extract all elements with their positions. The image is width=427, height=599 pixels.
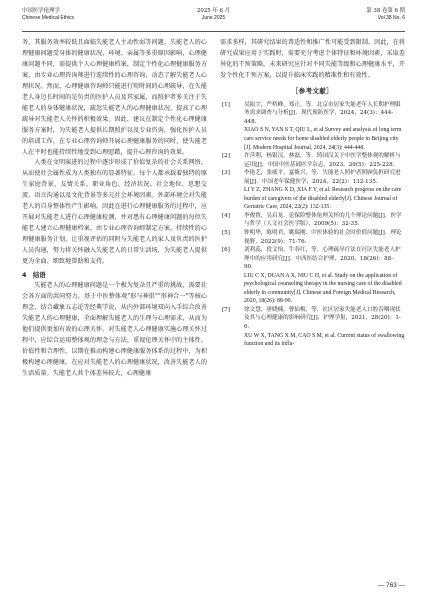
issue-date-zh: 2025 年 6 月 — [196, 8, 231, 14]
journal-title-zh: 中国医学伦理学 — [22, 8, 60, 14]
reference-text-en: LIU C X, DUAN A X, NIU C H, et al. Study on the application of psychological counseling therapy in the nursing care of the disabled elderly in community[J]. Chinese and Foreign Medical Research, 2020, 18(26): 88-90. — [244, 272, 402, 305]
reference-item — [220, 169, 405, 212]
body-paragraph: 人类在文明演进的过程中逐步形成了价值复杂的社会关系网络，从而使社会属性成为人类独有的显著特征。每个人都承载着独特的原生家庭背景、友情关系、职业角色、经济状况、社会地位、思想交流、语言沟通以及文化背景等多元社会环境因素。外部环境会对失能老人的自身整体性产生影响。因此在进行心理健康服务的过程中，应开展对失能老人进行心理健康检测，并对患有心理健康问题的每位失能老人建立心理健康档案。由专业心理咨询师制定方案，持续性的心理健康服务计划，让重视评估的同时与失能老人的家人及负责的医护人员沟通，努力将关怀融入失能老人的日常生活场，为失能老人提供更为全面、细致地帮助和支持。 — [22, 159, 207, 266]
page-number-value: 763 — [386, 582, 397, 589]
reference-item — [220, 306, 405, 349]
reference-number: [7] — [222, 306, 230, 313]
reference-text-zh: 吴振宇，严桥峰，郑正，等．北京市居家失能老年人长期护理服务需求调查与分析[J]．现代预防医学，2024，24(3)：444-448． — [244, 101, 401, 125]
left-column — [22, 38, 207, 380]
page-number: — 763 — — [377, 582, 405, 589]
reference-text-zh: 徐文慧，唐晓楠，曹仙梅，等．社区居家失能老人口腔吞咽现状及其与心理健康的影响研究[J]．护理学报，2021，28(20)：1-6． — [244, 306, 401, 331]
reference-number: [4] — [222, 212, 230, 219]
body-paragraph: 务，其服务效率较低且面临失能老人主动性弱等问题。失能老人的心理健康问题受身体的健康状况、环境、亲属等多重原因影响，心理健康问题不同，需提供个人心理健康档案，制定个性化心理健康服务方案，由专业心理咨询师进行连续性的心理咨询，动态了解失能老人心理状况。然而，心理健康咨询师只能进行短时间的心理疏导，在失能老人身边长时间的是负责的医护人员及其家属，而照护者多关注于失能老人的身体健康状况，疏忽失能老人的心理健康状况，提高了心理疏导对失能老人关怀的积极效果。因此，建议在制定个性化心理健康服务方案时，为失能老人提供长期照护以及专业咨询，强化医护人员的培训工作，在专业心理咨询师开展心理健康服务的同时，使失能老人在平时也能持续性地受到心理慰藉，提升心理咨询的效果。 — [22, 39, 207, 156]
reference-number: [6] — [222, 247, 230, 254]
closing-paragraph: 失能老人的心理健康问题是一个极为复杂且严重的挑战，需要社会各方面的共同努力。基于中医整体观"形与神俱""形神合一"等核心理念，结合藏象五志论等经典学说，从内外部环境双向入手综合改善失能老人的心理健康，全面理解失能老人的生理与心理需求，从而为他们提供更加有效的心理关怀。对失能老人心理健康实施心理关怀过程中，应综合运用整体观的理念与方法，重视伦理关怀中的主体性、价值性和合理性，以期在推动构建心理健康服务体系的过程中，为积极构建心理健康，在应对失能老人的心理健康状况，改善失能老人的生活质量。失能老人共个体差异较大，心理健康 — [22, 282, 207, 377]
reference-text-zh: 李俊鲁，吴启龙．论保险整体伦理关怀的几个理论问题[J]．医学与哲学（人文社会医学版），2009(5)：32-35． — [244, 212, 402, 228]
volume-en: Vol.38 No. 6 — [377, 15, 405, 21]
reference-item — [220, 152, 405, 169]
right-column — [220, 38, 405, 349]
reference-number: [1] — [222, 101, 230, 108]
reference-item — [220, 229, 405, 246]
reference-text-zh: 许萍利，杨银汉，林磊，等．铸国汉关于中医学整体观的解析与运用[J]．中国中医基础医学杂志，2023，29(5)：225-228． — [244, 153, 401, 168]
journal-title-en: Chinese Medical Ethics — [22, 15, 74, 21]
reference-text-en: LI Y Z, ZHANG X D, XIA F Y, et al. Research progress on the care burden of caregivers of the disabled elderly[J]. Chinese Journal of Geriatric Care, 2024, 22(2): 132-135. — [244, 187, 402, 211]
reference-text-en: XU W X, TANG X M, CAO S M, et al. Current status of swallowing function and its influ- — [244, 332, 405, 348]
reference-item — [220, 101, 405, 152]
volume-info — [366, 8, 405, 22]
volume-zh: 第 38 卷第 6 期 — [366, 8, 405, 14]
reference-text-zh: 刘利蕊，段文怡，牛春红，等．心理疏导疗法在社区失能老人护理中的应用研究[J]．中西医结合护理，2020，18(26)：88-90． — [244, 247, 401, 271]
section-heading: 4 结语 — [22, 271, 46, 280]
reference-text-en: XIAO S N, YAN S T, QIU L, et al.Survey and analysis of long term care service needs for home disabled elderly people in Beijing city [J]. Modern Hospital Journal, 2024, 24(3): 444-448. — [244, 127, 402, 151]
reference-text-zh: 李艳艺，张威平，夏筱兴，等．失能老人照护者照顾负担研究进展[J]．中国老年保健医学，2024，22(2)：132-135． — [244, 170, 401, 185]
page-header — [22, 8, 405, 32]
body-paragraph: 需求多样，其研究结果的普适性和推广性可能受到限制。因此，在将研究成果应用于实践时，需要充分考虑个体特征和环境因素，采取差异化的干预策略。未来研究应针对不同失能等级和心理健康水平，开发个性化干预方案，以提升临床实践的精准性和有效性。 — [220, 39, 405, 79]
issue-date — [22, 8, 405, 22]
reference-text-zh: 钟明华，陈明君，姚瑞刚．中医体验的社会时价值问题[J]．理论视野，2022(9)：71-76． — [244, 230, 402, 245]
reference-number: [2] — [222, 153, 230, 160]
reference-item — [220, 212, 405, 229]
references-title: ［参考文献］ — [291, 86, 334, 95]
reference-number: [5] — [222, 230, 230, 237]
reference-number: [3] — [222, 170, 230, 177]
reference-item — [220, 246, 405, 306]
issue-date-en: June 2025 — [201, 15, 226, 21]
